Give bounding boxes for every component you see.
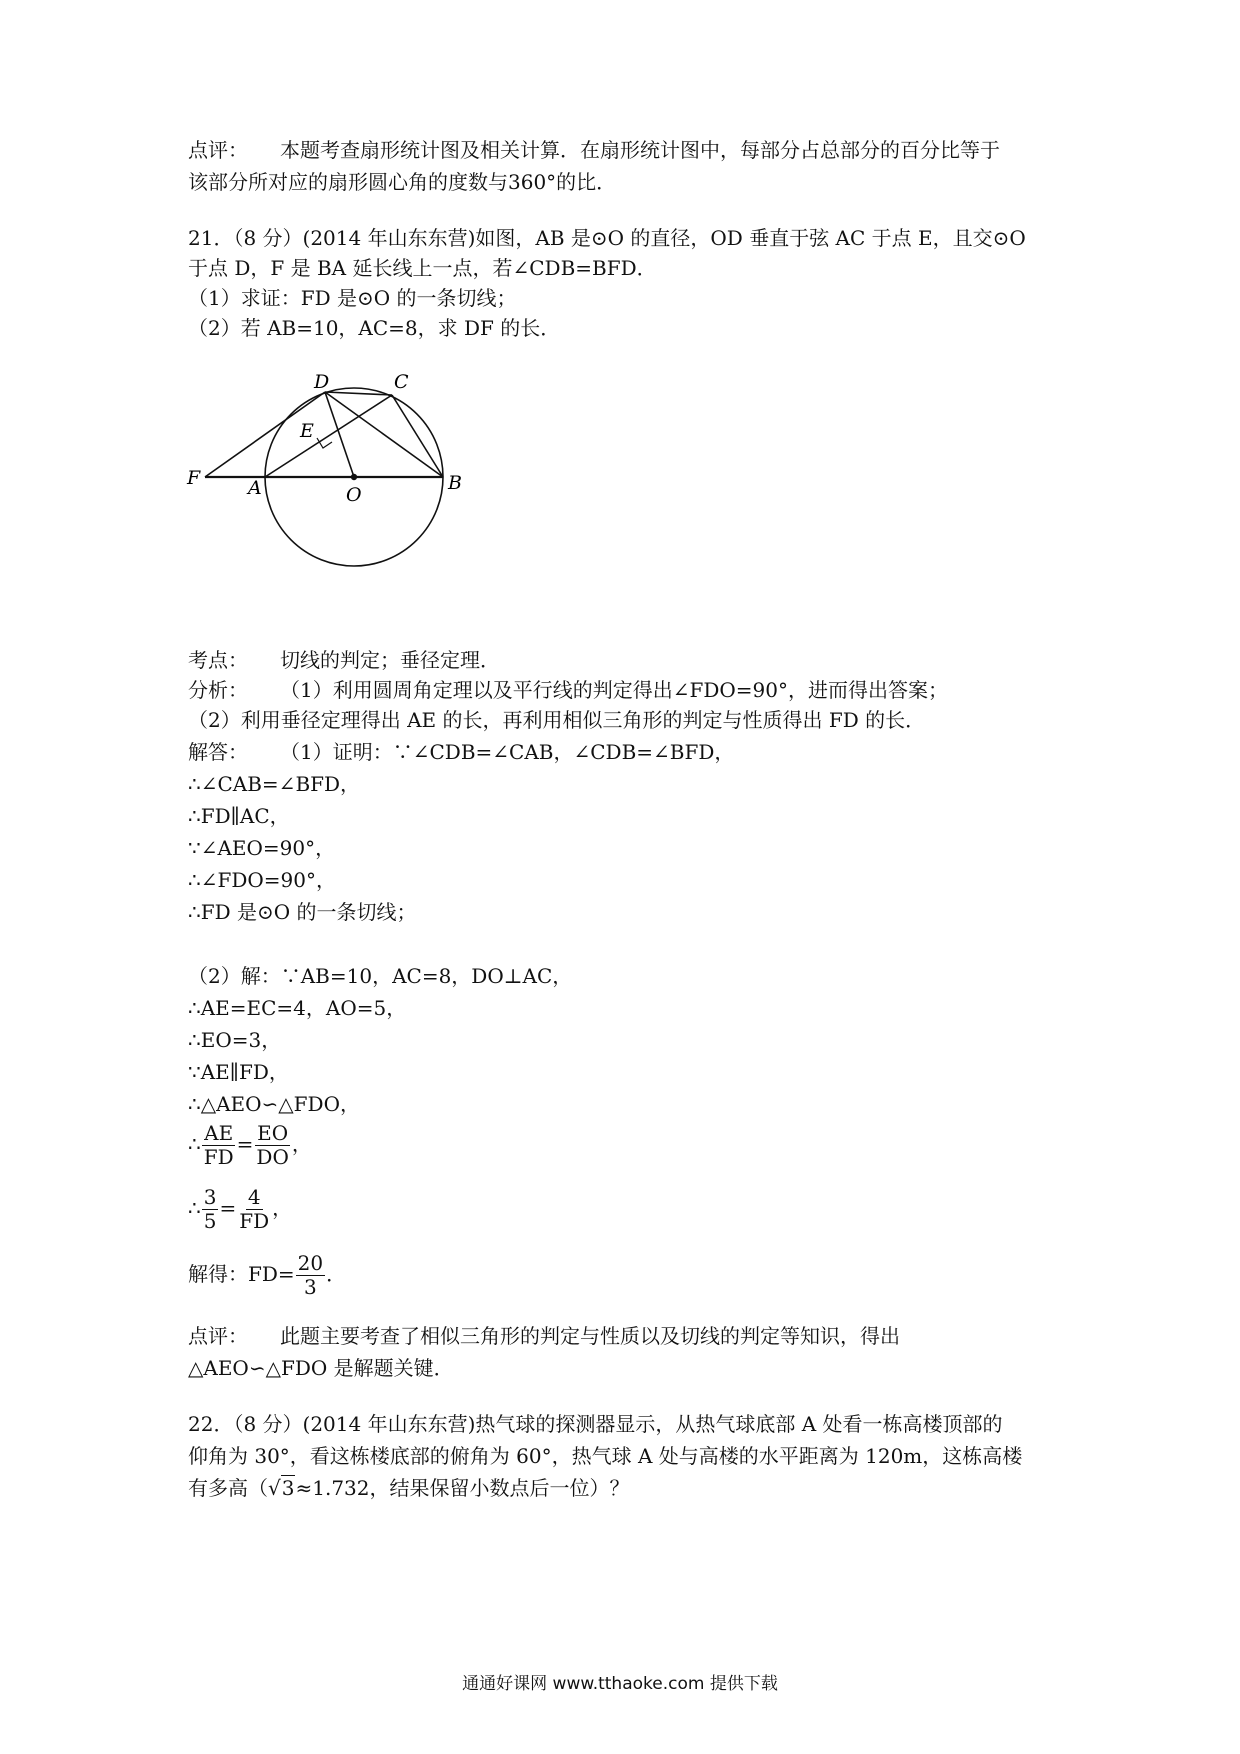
equals-sign: =: [236, 1132, 254, 1156]
label-o: O: [346, 484, 362, 506]
solve-step: ∴AE=EC=4，AO=5，: [188, 996, 407, 1020]
line-ac: [265, 395, 392, 477]
review-line-1: [188, 136, 1000, 165]
punctuation: ．: [326, 1262, 347, 1286]
result-fraction: [296, 1252, 325, 1299]
dianping-line-1: [188, 1322, 900, 1351]
q22-text-pre: 有多高（: [188, 1476, 268, 1500]
review-text-1: 本题考查扇形统计图及相关计算．在扇形统计图中，每部分占总部分的百分比等于: [280, 138, 1000, 162]
punctuation: ，: [272, 1196, 293, 1220]
dianping-label: 点评：: [188, 1324, 248, 1348]
q21-stem-line-1: 21．（8 分）(2014 年山东东营)如图，AB 是⊙O 的直径，OD 垂直于弦 AC 于点 E，且交⊙O: [188, 226, 1026, 250]
fenxi-line-2: （2）利用垂径定理得出 AE 的长，再利用相似三角形的判定与性质得出 FD 的长．: [188, 708, 926, 732]
punctuation: ，: [291, 1132, 312, 1156]
fraction-numerator: EO: [257, 1121, 289, 1145]
geometry-figure: [180, 370, 520, 610]
q22-line-1: 22．（8 分）(2014 年山东东营)热气球的探测器显示，从热气球底部 A 处看一栋高楼顶部的: [188, 1412, 1003, 1436]
fraction-numerator: 4: [247, 1185, 261, 1209]
fraction-denominator: FD: [203, 1145, 234, 1169]
solve-step: ∴△AEO∽△FDO，: [188, 1092, 360, 1116]
label-b: B: [448, 472, 462, 494]
radical-sign-icon: √: [268, 1476, 281, 1500]
jieda-label: 解答：: [188, 740, 248, 764]
kaodian-line: [188, 646, 500, 675]
fraction-numerator: 20: [297, 1251, 324, 1275]
dianping-line-2: △AEO∽△FDO 是解题关键．: [188, 1356, 454, 1380]
line-cb: [392, 395, 443, 477]
label-f: F: [187, 467, 201, 489]
fraction-denominator: 3: [304, 1275, 317, 1299]
dianping-text-1: 此题主要考查了相似三角形的判定与性质以及切线的判定等知识，得出: [280, 1324, 900, 1348]
q22-line-2: 仰角为 30°，看这栋楼底部的俯角为 60°，热气球 A 处与高楼的水平距离为 120m，这栋高楼: [188, 1444, 1023, 1468]
sqrt-expression: [268, 1475, 295, 1500]
solve-step: ∵AE∥FD，: [188, 1060, 289, 1084]
jieda-line-1: [188, 738, 734, 767]
proportion-line-1: [188, 1122, 312, 1169]
fenxi-label: 分析：: [188, 678, 248, 702]
proportion-line-2: [188, 1186, 292, 1233]
fraction-numerator: 3: [203, 1185, 217, 1209]
fenxi-text-1: （1）利用圆周角定理以及平行线的判定得出∠FDO=90°，进而得出答案；: [280, 678, 948, 702]
sqrt-radicand: 3: [281, 1476, 295, 1500]
fraction: [202, 1186, 219, 1233]
solve-step: （2）解：∵AB=10，AC=8，DO⊥AC，: [188, 964, 573, 988]
proof-step: ∵∠AEO=90°，: [188, 836, 336, 860]
fraction: [237, 1186, 271, 1233]
therefore-sign: ∴: [188, 1196, 201, 1220]
review-line-2: 该部分所对应的扇形圆心角的度数与360°的比．: [188, 170, 617, 194]
page-footer: 通通好课网 www.tthaoke.com 提供下载: [462, 1674, 778, 1694]
fraction: [254, 1122, 290, 1169]
q22-line-3: [188, 1474, 630, 1503]
result-line: [188, 1252, 346, 1299]
kaodian-text: 切线的判定；垂径定理．: [280, 648, 500, 672]
label-c: C: [394, 371, 409, 393]
q21-part-1: （1）求证：FD 是⊙O 的一条切线；: [188, 286, 517, 310]
proof-step: ∴∠CAB=∠BFD，: [188, 772, 361, 796]
proof-step: ∴FD∥AC，: [188, 804, 290, 828]
fenxi-line-1: [188, 676, 948, 705]
review-label: 点评：: [188, 138, 248, 162]
label-e: E: [300, 420, 314, 442]
line-db: [325, 392, 443, 477]
fraction-numerator: AE: [204, 1121, 234, 1145]
q21-part-2: （2）若 AB=10，AC=8，求 DF 的长．: [188, 316, 561, 340]
kaodian-label: 考点：: [188, 648, 248, 672]
proof-step: ∴FD 是⊙O 的一条切线；: [188, 900, 417, 924]
point-o: [351, 474, 357, 480]
fraction-denominator: FD: [239, 1209, 270, 1233]
fraction-denominator: 5: [203, 1209, 217, 1233]
fraction: [202, 1122, 236, 1169]
therefore-sign: ∴: [188, 1132, 201, 1156]
solve-step: ∴EO=3，: [188, 1028, 282, 1052]
fraction-denominator: DO: [256, 1145, 289, 1169]
label-d: D: [314, 371, 330, 393]
q22-text-post: ≈1.732，结果保留小数点后一位）？: [295, 1476, 630, 1500]
jieda-text-1: （1）证明：∵∠CDB=∠CAB，∠CDB=∠BFD，: [280, 740, 735, 764]
equals-sign: =: [219, 1196, 237, 1220]
proof-step: ∴∠FDO=90°，: [188, 868, 336, 892]
result-prefix: 解得：FD=: [188, 1262, 295, 1286]
q21-stem-line-2: 于点 D，F 是 BA 延长线上一点，若∠CDB=BFD．: [188, 256, 657, 280]
label-a: A: [248, 477, 262, 499]
